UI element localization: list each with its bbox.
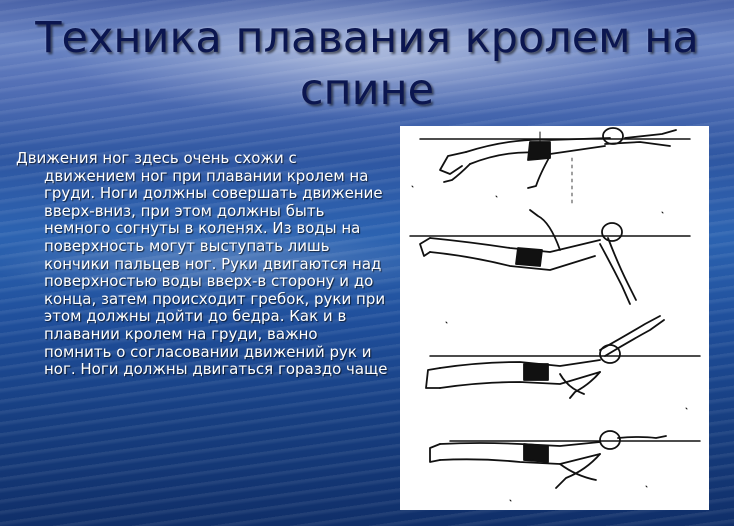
swimmer-phase-2 — [410, 210, 690, 304]
description-text: Движения ног здесь очень схожи с движением ног при плавании кролем на груди. Ноги должны совершать движение вверх-вниз, при этом должны быть немного согнуты в коленях. Из воды на поверхность могут выступать лишь кончики пальцев ног. Руки двигаются над поверхностью воды вверх-в сторону и до конца, затем происходит гребок, руки при этом должны дойти до бедра. Как и в плавании кролем на груди, важно помнить о согласовании движений рук и ног. Ноги должны двигаться гораздо чаще — [16, 149, 388, 379]
title-line-1: Техника плавания кролем на — [35, 13, 699, 63]
print-speckles — [412, 186, 687, 501]
swimmer-phases-drawing — [400, 126, 709, 510]
swimmer-phase-4 — [430, 431, 700, 488]
title-line-2: спине — [299, 65, 435, 115]
swimmer-phase-1 — [420, 128, 690, 206]
backstroke-illustration — [400, 126, 709, 510]
slide-title — [0, 12, 734, 116]
swimmer-phase-3 — [426, 316, 700, 398]
